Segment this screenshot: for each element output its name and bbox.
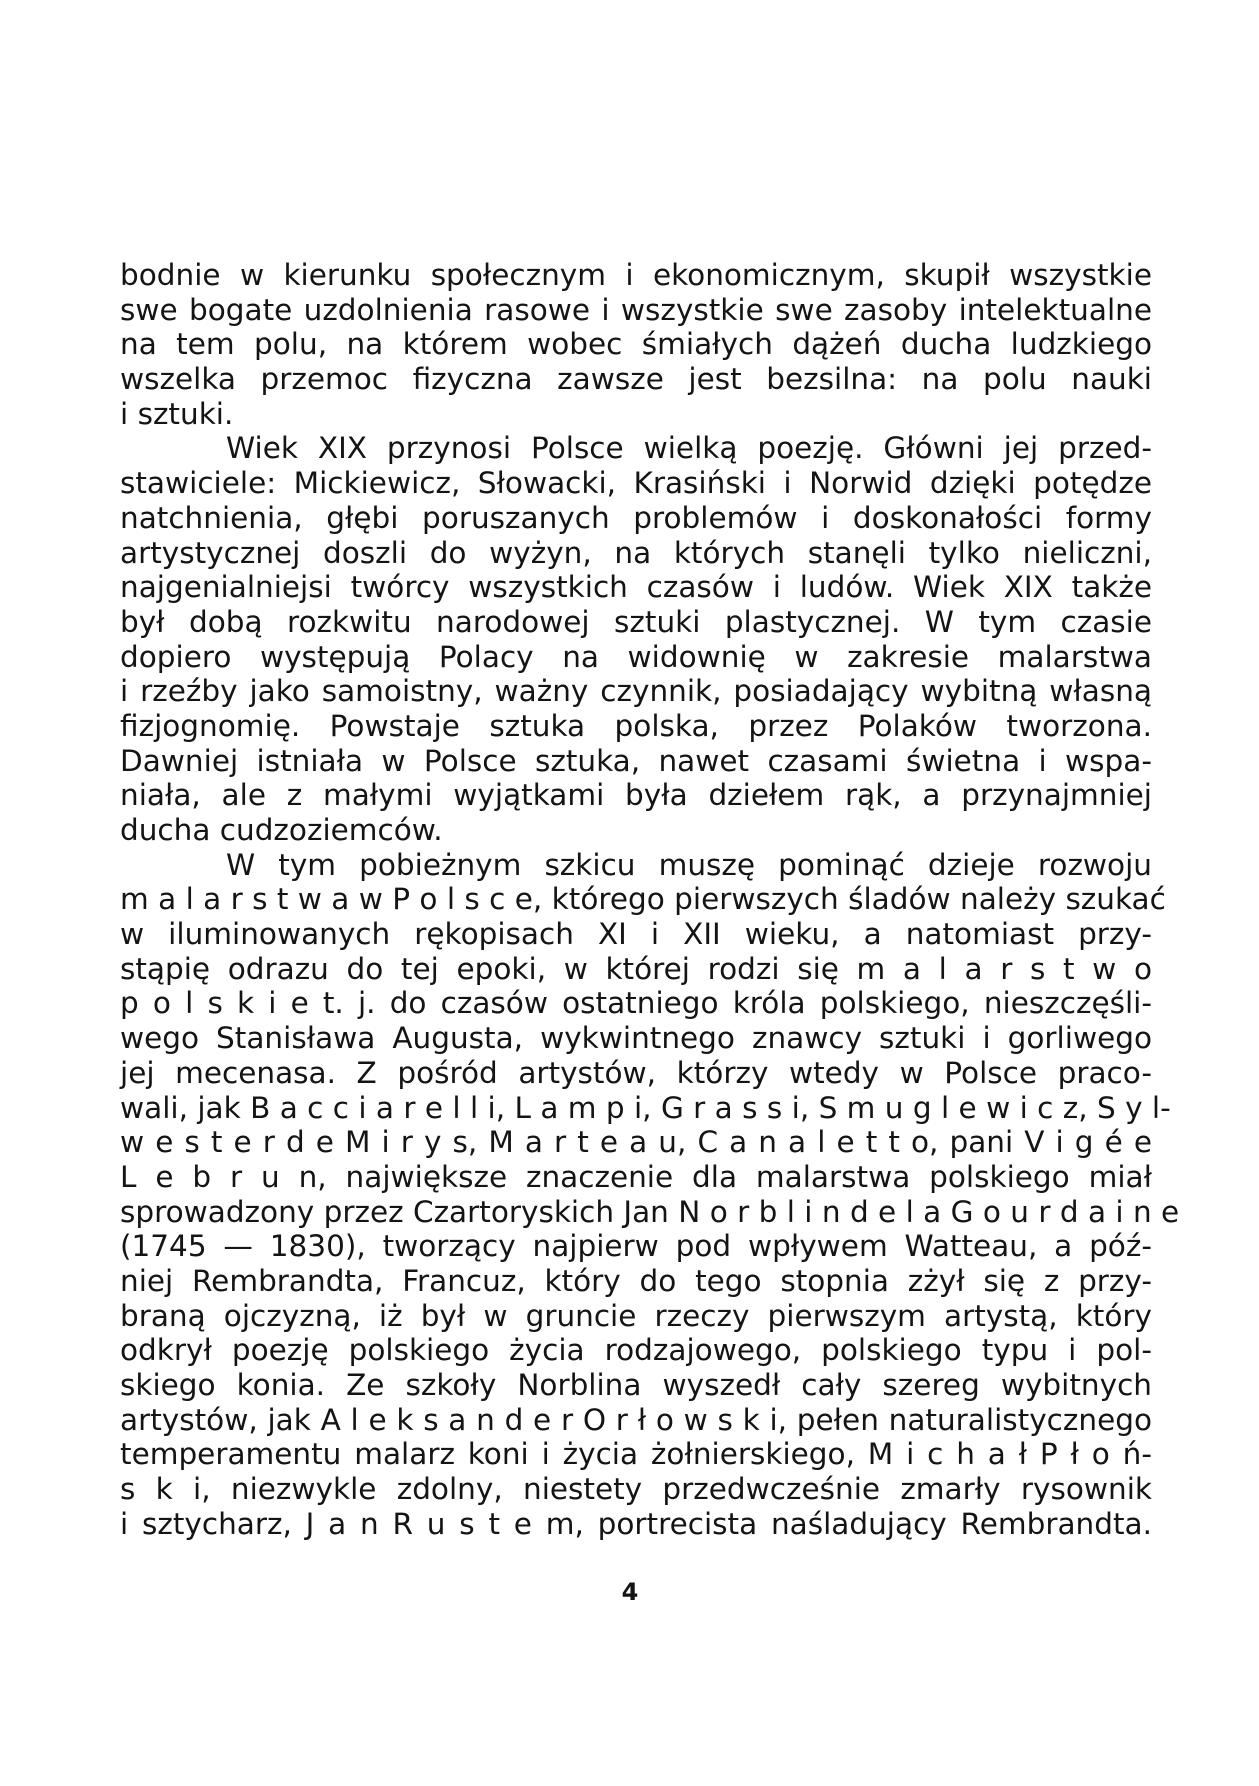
text-line: sprowadzony przez Czartoryskich Jan N o r b l i n d e l a G o u r d a i n e bbox=[120, 1194, 1180, 1229]
text-line: bodnie w kierunku społecznym i ekonomicznym, skupił wszystkie bbox=[120, 258, 1152, 292]
text-line: niała, ale z małymi wyjątkami była dziełem rąk, a przynajmniej bbox=[120, 778, 1152, 813]
text-line: w e s t e r d e M i r y s, M a r t e a u, C a n a l e t t o, pani V i g é e bbox=[120, 1125, 1152, 1160]
text-line: odkrył poezję polskiego życia rodzajowego, polskiego typu i pol- bbox=[120, 1333, 1152, 1368]
text-line: na tem polu, na którem wobec śmiałych dążeń ducha ludzkiego bbox=[120, 327, 1152, 362]
text-line: najgenialniejsi twórcy wszystkich czasów i ludów. Wiek XIX także bbox=[120, 570, 1152, 605]
text-line: w iluminowanych rękopisach XI i XII wieku, a natomiast przy- bbox=[120, 917, 1152, 952]
text-line: artystycznej doszli do wyżyn, na których stanęli tylko nieliczni, bbox=[120, 535, 1152, 570]
text-line: stąpię odrazu do tej epoki, w której rodzi się m a l a r s t w o bbox=[120, 951, 1152, 986]
text-line: L e b r u n, największe znaczenie dla malarstwa polskiego miał bbox=[120, 1159, 1152, 1194]
text-line: wego Stanisława Augusta, wykwintnego znawcy sztuki i gorliwego bbox=[120, 1021, 1152, 1056]
text-line: skiego konia. Ze szkoły Norblina wyszedł cały szereg wybitnych bbox=[120, 1368, 1152, 1402]
text-line: m a l a r s t w a w P o l s c e, którego pierwszych śladów należy szukać bbox=[120, 882, 1166, 917]
text-line: i sztuki. bbox=[120, 396, 234, 431]
text-line: ducha cudzoziemców. bbox=[120, 813, 443, 847]
text-line: wali, jak B a c c i a r e l l i, L a m p i, G r a s s i, S m u g l e w i c z, S y l- bbox=[120, 1090, 1171, 1125]
text-line: (1745 — 1830), tworzący najpierw pod wpływem Watteau, a póź- bbox=[120, 1229, 1152, 1264]
body-text bbox=[120, 258, 1180, 1541]
text-line: braną ojczyzną, iż był w gruncie rzeczy pierwszym artystą, który bbox=[120, 1298, 1152, 1333]
text-line: jej mecenasa. Z pośród artystów, którzy wtedy w Polsce praco- bbox=[120, 1055, 1152, 1090]
paragraph-first-line: W tym pobieżnym szkicu muszę pominąć dzieje rozwoju bbox=[226, 847, 1152, 882]
text-line: natchnienia, głębi poruszanych problemów i doskonałości formy bbox=[120, 500, 1152, 535]
text-line: artystów, jak A l e k s a n d e r O r ł o w s k i, pełen naturalistycznego bbox=[120, 1402, 1152, 1437]
text-line: swe bogate uzdolnienia rasowe i wszystkie swe zasoby intelektualne bbox=[120, 292, 1152, 327]
text-line: dopiero występują Polacy na widownię w zakresie malarstwa bbox=[120, 639, 1152, 674]
page-number: 4 bbox=[621, 1578, 639, 1606]
text-line: wszelka przemoc fizyczna zawsze jest bezsilna: na polu nauki bbox=[120, 362, 1152, 397]
text-line: był dobą rozkwitu narodowej sztuki plastycznej. W tym czasie bbox=[120, 604, 1152, 639]
text-line: s k i, niezwykle zdolny, niestety przedwcześnie zmarły rysownik bbox=[120, 1472, 1152, 1507]
text-line: p o l s k i e t. j. do czasów ostatniego króla polskiego, nieszczęśli- bbox=[120, 986, 1152, 1021]
text-line: Dawniej istniała w Polsce sztuka, nawet czasami świetna i wspa- bbox=[120, 743, 1152, 778]
paragraph-first-line: Wiek XIX przynosi Polsce wielką poezję. Główni jej przed- bbox=[226, 431, 1152, 466]
text-line: i rzeźby jako samoistny, ważny czynnik, posiadający wybitną własną bbox=[120, 674, 1152, 709]
text-line: i sztycharz, J a n R u s t e m, portrecista naśladujący Rembrandta. bbox=[120, 1506, 1152, 1541]
text-line: niej Rembrandta, Francuz, który do tego stopnia zżył się z przy- bbox=[120, 1263, 1152, 1298]
text-line: stawiciele: Mickiewicz, Słowacki, Krasiński i Norwid dzięki potędze bbox=[120, 466, 1152, 501]
text-line: temperamentu malarz koni i życia żołnierskiego, M i c h a ł P ł o ń- bbox=[120, 1437, 1152, 1472]
text-line: fizjognomię. Powstaje sztuka polska, przez Polaków tworzona. bbox=[120, 708, 1152, 743]
